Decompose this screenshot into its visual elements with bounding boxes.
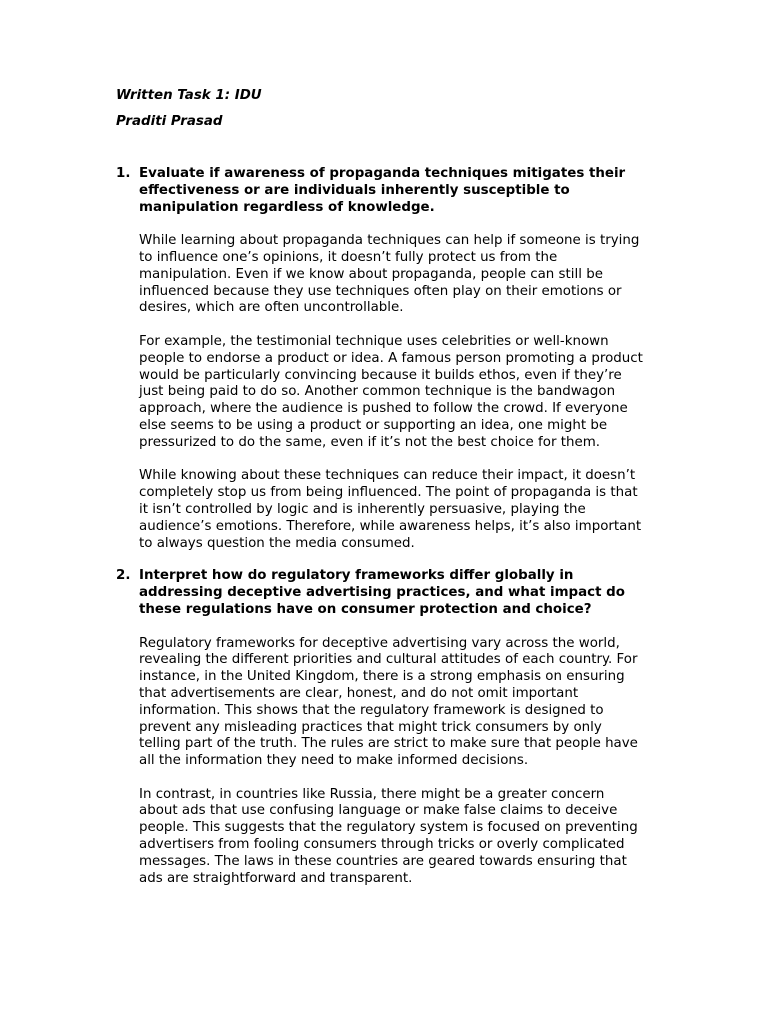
author-name: Praditi Prasad bbox=[116, 114, 223, 129]
answer-line: In contrast, in countries like Russia, there might be a greater concern bbox=[139, 786, 605, 802]
answer-line: prevent any misleading practices that might trick consumers by only bbox=[139, 719, 602, 735]
question-text-line: effectiveness or are individuals inherently susceptible to bbox=[139, 182, 570, 198]
answer-paragraph bbox=[139, 334, 684, 452]
answer-paragraph bbox=[139, 468, 684, 552]
answer-line: to influence one’s opinions, it doesn’t fully protect us from the bbox=[139, 249, 558, 265]
answer-line: else seems to be using a product or supporting an idea, one might be bbox=[139, 417, 608, 433]
answer-line: people. This suggests that the regulatory system is focused on preventing bbox=[139, 820, 638, 836]
answer-line: instance, in the United Kingdom, there is a strong emphasis on ensuring bbox=[139, 669, 625, 685]
answer-line: For example, the testimonial technique uses celebrities or well-known bbox=[139, 333, 609, 349]
document-title: Written Task 1: IDU bbox=[116, 88, 262, 103]
answer-paragraph bbox=[139, 787, 684, 888]
answer-line: desires, which are often uncontrollable. bbox=[139, 300, 404, 316]
answer-line: messages. The laws in these countries are geared towards ensuring that bbox=[139, 853, 627, 869]
answer-paragraph bbox=[139, 233, 684, 317]
answer-line: ads are straightforward and transparent. bbox=[139, 870, 413, 886]
answer-line: telling part of the truth. The rules are strict to make sure that people have bbox=[139, 736, 638, 752]
question-item bbox=[116, 568, 686, 887]
question-number: 1. bbox=[116, 166, 131, 181]
answer-line: just being paid to do so. Another common technique is the bandwagon bbox=[139, 384, 616, 400]
question-item bbox=[116, 166, 686, 552]
answer-line: manipulation. Even if we know about propaganda, people can still be bbox=[139, 266, 603, 282]
answer-line: to always question the media consumed. bbox=[139, 535, 415, 551]
question-text-line: Interpret how do regulatory frameworks differ globally in bbox=[139, 568, 574, 584]
answer-line: completely stop us from being influenced. The point of propaganda is that bbox=[139, 485, 638, 501]
question-text-line: these regulations have on consumer protection and choice? bbox=[139, 601, 592, 617]
answer-line: about ads that use confusing language or make false claims to deceive bbox=[139, 803, 618, 819]
answer-line: would be particularly convincing because it builds ethos, even if they’re bbox=[139, 367, 622, 383]
question-number: 2. bbox=[116, 568, 131, 584]
answer-line: pressurized to do the same, even if it’s not the best choice for them. bbox=[139, 434, 600, 450]
answer-line: it isn’t controlled by logic and is inherently persuasive, playing the bbox=[139, 501, 586, 517]
question-text-line: manipulation regardless of knowledge. bbox=[139, 199, 435, 215]
answer-line: revealing the different priorities and cultural attitudes of each country. For bbox=[139, 652, 638, 668]
answer-line: that advertisements are clear, honest, and do not omit important bbox=[139, 685, 579, 701]
answer-line: information. This shows that the regulatory framework is designed to bbox=[139, 702, 604, 718]
answer-line: influenced because they use techniques often play on their emotions or bbox=[139, 283, 622, 299]
answer-line: audience’s emotions. Therefore, while awareness helps, it’s also important bbox=[139, 518, 642, 534]
question-text bbox=[139, 568, 684, 618]
answer-line: all the information they need to make informed decisions. bbox=[139, 753, 529, 769]
question-text-line: Evaluate if awareness of propaganda techniques mitigates their bbox=[139, 166, 626, 181]
answer-line: approach, where the audience is pushed to follow the crowd. If everyone bbox=[139, 401, 628, 417]
question-text-line: addressing deceptive advertising practices, and what impact do bbox=[139, 585, 625, 601]
question-text bbox=[139, 166, 684, 216]
answer-line: advertisers from fooling consumers through tricks or overly complicated bbox=[139, 837, 625, 853]
question-list bbox=[116, 166, 686, 887]
answer-line: While knowing about these techniques can reduce their impact, it doesn’t bbox=[139, 468, 636, 484]
answer-line: Regulatory frameworks for deceptive advertising vary across the world, bbox=[139, 635, 620, 651]
answer-line: people to endorse a product or idea. A famous person promoting a product bbox=[139, 350, 643, 366]
answer-line: While learning about propaganda techniques can help if someone is trying bbox=[139, 233, 640, 249]
answer-paragraph bbox=[139, 636, 684, 770]
